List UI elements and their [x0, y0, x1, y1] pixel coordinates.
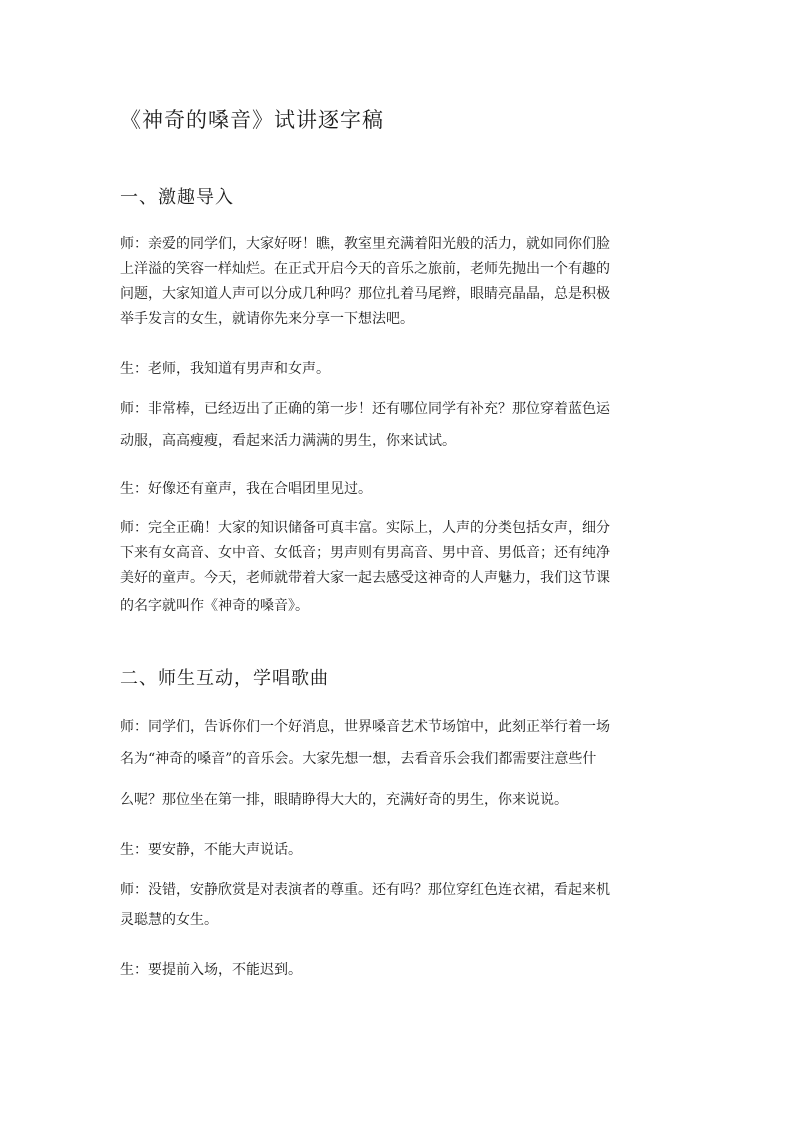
- text-line: 美好的童声。今天，老师就带着大家一起去感受这神奇的人声魅力，我们这节课: [120, 570, 610, 586]
- text-line: 生：老师，我知道有男声和女声。: [120, 361, 330, 377]
- text-line: 名为“神奇的嗓音”的音乐会。大家先想一想，去看音乐会我们都需要注意些什: [120, 751, 597, 767]
- text-line: 举手发言的女生，就请你先来分享一下想法吧。: [120, 311, 414, 327]
- text-line: 么呢？那位坐在第一排，眼睛睁得大大的，充满好奇的男生，你来说说。: [120, 792, 568, 808]
- document-title: 《神奇的嗓音》试讲逐字稿: [120, 108, 384, 132]
- text-line: 师：同学们，告诉你们一个好消息，世界嗓音艺术节场馆中，此刻正举行着一场: [120, 719, 610, 735]
- text-line: 生：要提前入场，不能迟到。: [120, 962, 302, 978]
- section-heading-intro: 一、激趣导入: [120, 187, 234, 208]
- text-line: 上洋溢的笑容一样灿烂。在正式开启今天的音乐之旅前，老师先抛出一个有趣的: [120, 261, 610, 277]
- text-line: 生：要安静，不能大声说话。: [120, 842, 302, 858]
- text-line: 下来有女高音、女中音、女低音；男声则有男高音、男中音、男低音；还有纯净: [120, 545, 610, 561]
- section-heading-interaction: 二、师生互动，学唱歌曲: [120, 668, 329, 689]
- text-line: 生：好像还有童声，我在合唱团里见过。: [120, 481, 372, 497]
- text-line: 灵聪慧的女生。: [120, 912, 218, 928]
- text-line: 师：非常棒，已经迈出了正确的第一步！还有哪位同学有补充？那位穿着蓝色运: [120, 401, 610, 417]
- text-line: 动服，高高瘦瘦，看起来活力满满的男生，你来试试。: [120, 433, 456, 449]
- text-line: 师：完全正确！大家的知识储备可真丰富。实际上，人声的分类包括女声，细分: [120, 520, 610, 536]
- text-line: 师：亲爱的同学们，大家好呀！瞧，教室里充满着阳光般的活力，就如同你们脸: [120, 236, 610, 252]
- text-line: 问题，大家知道人声可以分成几种吗？那位扎着马尾辫，眼睛亮晶晶，总是积极: [120, 286, 610, 302]
- text-line: 的名字就叫作《神奇的嗓音》。: [120, 598, 309, 614]
- text-line: 师：没错，安静欣赏是对表演者的尊重。还有吗？那位穿红色连衣裙，看起来机: [120, 882, 610, 898]
